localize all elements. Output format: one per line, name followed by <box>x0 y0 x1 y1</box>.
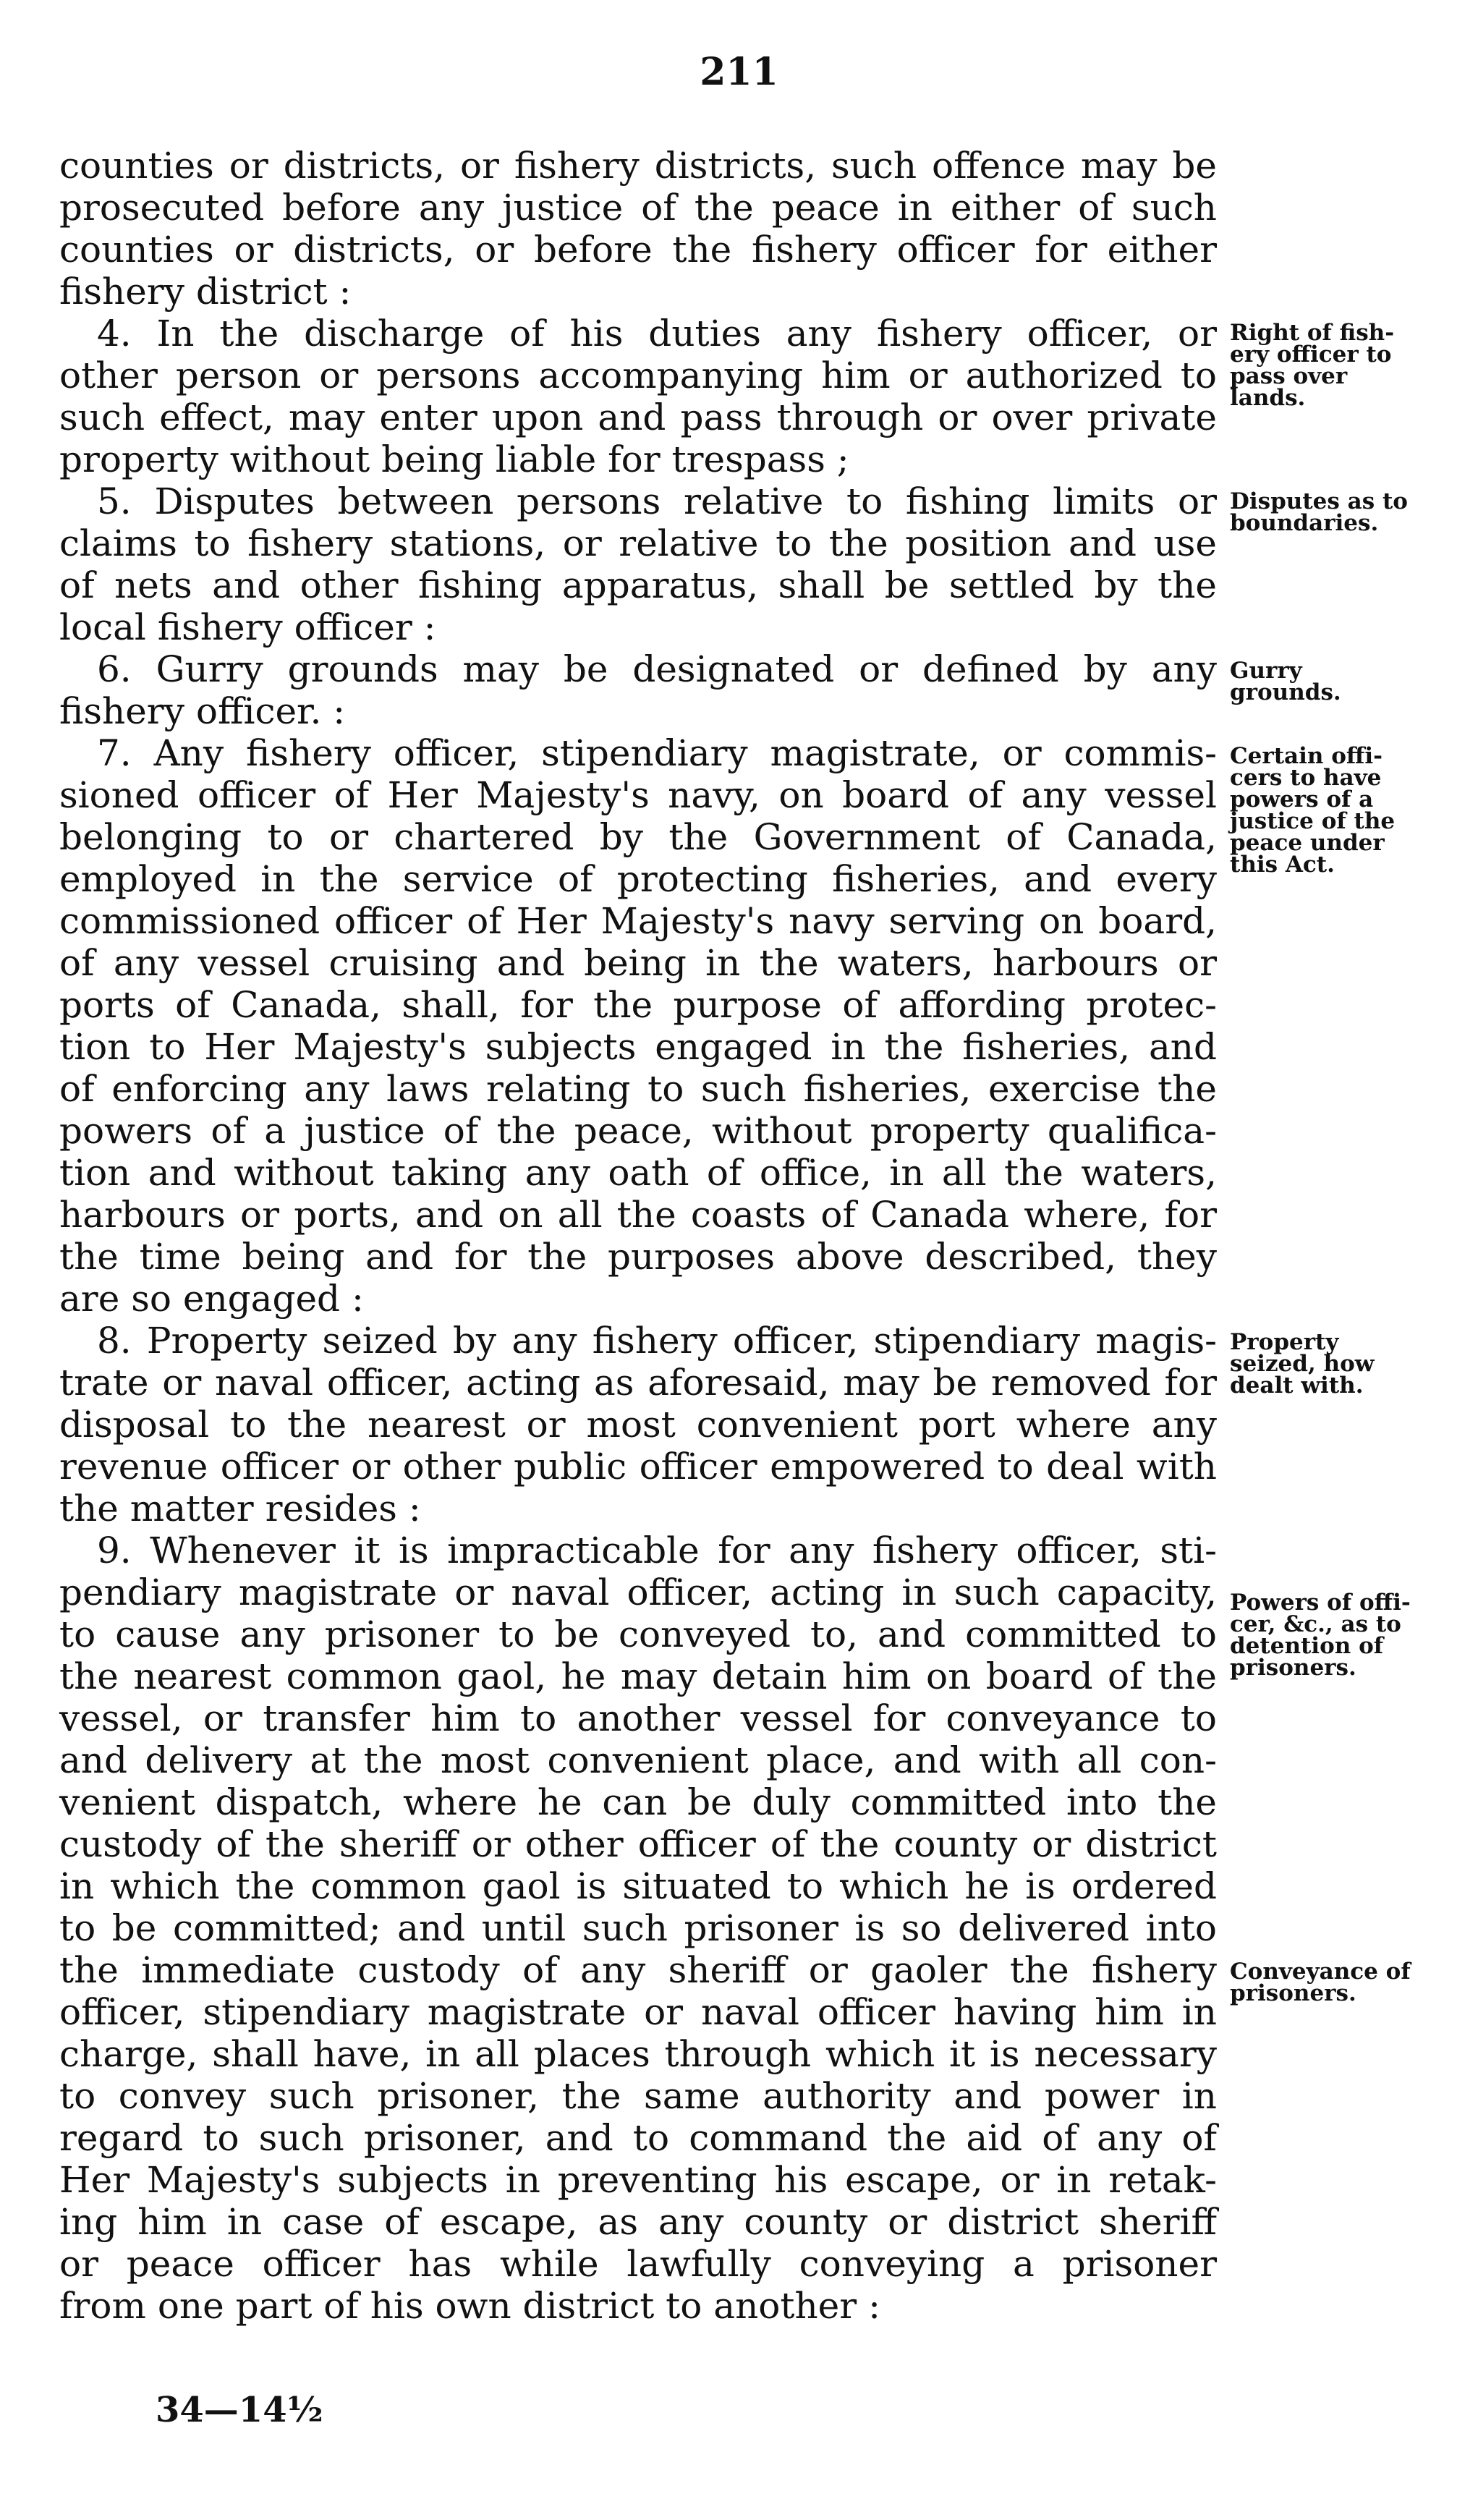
text-line: of nets and other fishing apparatus, shall be settled by the <box>59 564 1217 606</box>
text-line: property without being liable for trespass ; <box>59 438 849 480</box>
text-line: venient dispatch, where he can be duly committed into the <box>59 1781 1217 1823</box>
text-line: of enforcing any laws relating to such fisheries, exercise the <box>59 1068 1217 1110</box>
text-line: the matter resides : <box>59 1488 421 1530</box>
text-line: in which the common gaol is situated to which he is ordered <box>59 1865 1217 1907</box>
text-line: to convey such prisoner, the same authority and power in <box>59 2075 1217 2117</box>
text-line: to cause any prisoner to be conveyed to, and committed to <box>59 1613 1217 1655</box>
text-line: of any vessel cruising and being in the waters, harbours or <box>59 942 1217 984</box>
signature-mark: 34—14½ <box>156 2390 323 2430</box>
margin-note-powers-of-officer: Powers of offi- cer, &c., as to detention of prisoners. <box>1230 1590 1411 1681</box>
text-line: the nearest common gaol, he may detain him on board of the <box>59 1655 1217 1697</box>
text-line: to be committed; and until such prisoner is so delivered into <box>59 1907 1217 1949</box>
margin-note-property-seized: Property seized, how dealt with. <box>1230 1329 1375 1399</box>
text-line: counties or districts, or fishery districts, such offence may be <box>59 145 1217 187</box>
text-line: pendiary magistrate or naval officer, acting in such capacity, <box>59 1571 1217 1613</box>
section-6-start: 6. Gurry grounds may be designated or defined by any <box>97 648 1217 690</box>
text-line: custody of the sheriff or other officer of the county or district <box>59 1823 1217 1865</box>
text-line: counties or districts, or before the fishery officer for either <box>59 229 1217 271</box>
section-8-start: 8. Property seized by any fishery officer, stipendiary magis- <box>97 1320 1217 1362</box>
text-line: from one part of his own district to another : <box>59 2285 880 2327</box>
text-line: or peace officer has while lawfully conveying a prisoner <box>59 2243 1217 2285</box>
text-line: fishery district : <box>59 271 352 313</box>
text-line: regard to such prisoner, and to command the aid of any of <box>59 2117 1217 2159</box>
text-line: are so engaged : <box>59 1278 364 1320</box>
text-line: commissioned officer of Her Majesty's navy serving on board, <box>59 900 1217 942</box>
margin-note-gurry-grounds: Gurry grounds. <box>1230 658 1341 705</box>
text-line: fishery officer. : <box>59 690 346 732</box>
margin-note-disputes: Disputes as to boundaries. <box>1230 488 1408 536</box>
text-line: trate or naval officer, acting as aforesaid, may be removed for <box>59 1362 1217 1404</box>
text-line: tion to Her Majesty's subjects engaged in the fisheries, and <box>59 1026 1217 1068</box>
text-line: and delivery at the most convenient place, and with all con- <box>59 1739 1217 1781</box>
text-line: Her Majesty's subjects in preventing his escape, or in retak- <box>59 2159 1217 2201</box>
text-line: charge, shall have, in all places through which it is necessary <box>59 2033 1217 2075</box>
section-4-start: 4. In the discharge of his duties any fishery officer, or <box>97 313 1217 355</box>
margin-note-conveyance: Conveyance of prisoners. <box>1230 1959 1411 2006</box>
page-number: 211 <box>700 50 778 94</box>
text-line: employed in the service of protecting fisheries, and every <box>59 858 1217 900</box>
text-line: the time being and for the purposes above described, they <box>59 1236 1217 1278</box>
text-line: ing him in case of escape, as any county or district sheriff <box>59 2201 1217 2243</box>
text-line: belonging to or chartered by the Government of Canada, <box>59 816 1217 858</box>
margin-note-certain-officers: Certain offi- cers to have powers of a justice of the peace under this Act. <box>1230 743 1396 878</box>
text-line: vessel, or transfer him to another vessel for conveyance to <box>59 1697 1217 1739</box>
text-line: claims to fishery stations, or relative to the position and use <box>59 522 1217 564</box>
section-5-start: 5. Disputes between persons relative to fishing limits or <box>97 480 1217 522</box>
section-7-start: 7. Any fishery officer, stipendiary magistrate, or commis- <box>97 732 1217 774</box>
text-line: revenue officer or other public officer empowered to deal with <box>59 1446 1217 1488</box>
text-line: such effect, may enter upon and pass through or over private <box>59 396 1217 438</box>
text-line: sioned officer of Her Majesty's navy, on board of any vessel <box>59 774 1217 816</box>
text-line: ports of Canada, shall, for the purpose of affording protec- <box>59 984 1217 1026</box>
text-line: local fishery officer : <box>59 606 436 648</box>
text-line: harbours or ports, and on all the coasts of Canada where, for <box>59 1194 1217 1236</box>
body-text <box>59 145 1217 2327</box>
text-line: prosecuted before any justice of the peace in either of such <box>59 187 1217 229</box>
text-line: the immediate custody of any sheriff or gaoler the fishery <box>59 1949 1217 1991</box>
text-line: tion and without taking any oath of office, in all the waters, <box>59 1152 1217 1194</box>
text-line: powers of a justice of the peace, without property qualifica- <box>59 1110 1217 1152</box>
text-line: other person or persons accompanying him or authorized to <box>59 355 1217 396</box>
margin-note-right-of-passage: Right of fish- ery officer to pass over lands. <box>1230 320 1395 411</box>
text-line: officer, stipendiary magistrate or naval officer having him in <box>59 1991 1217 2033</box>
section-9-start: 9. Whenever it is impracticable for any fishery officer, sti- <box>97 1530 1217 1571</box>
text-line: disposal to the nearest or most convenient port where any <box>59 1404 1217 1446</box>
